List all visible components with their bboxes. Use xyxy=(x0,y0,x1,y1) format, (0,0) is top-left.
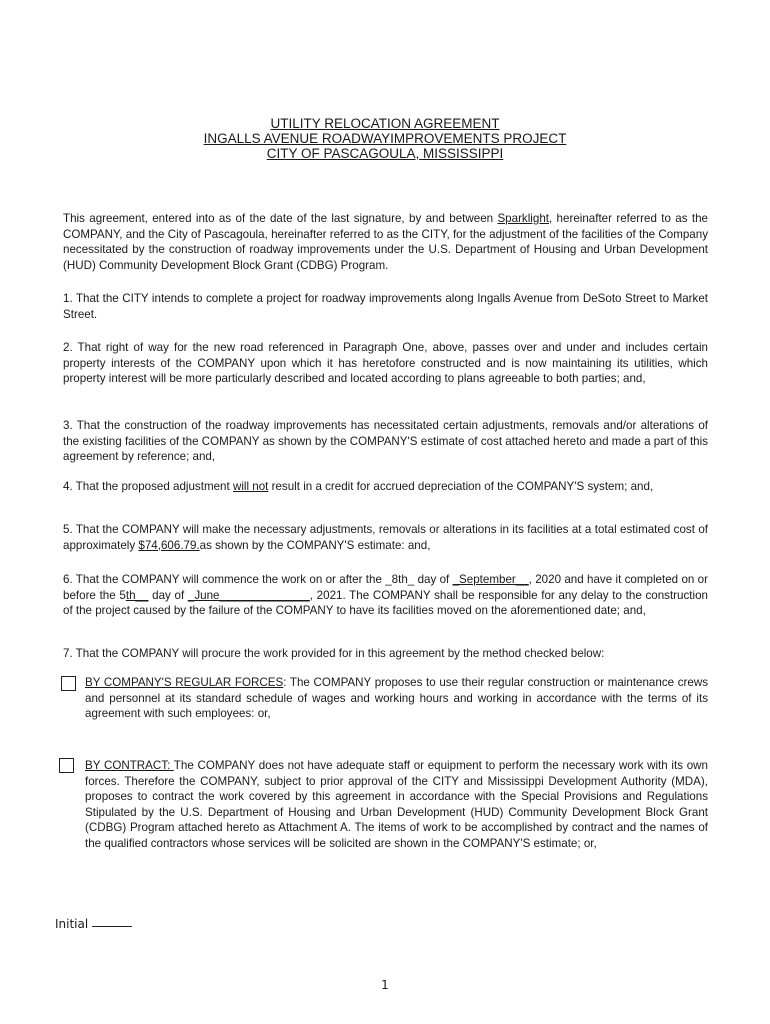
option-regular-forces: BY COMPANY'S REGULAR FORCES: The COMPANY proposes to use their regular construction or maintenance crews and personnel at its standard schedule of wages and working hours and working in accordance with the terms of its agreement with such employees: or, xyxy=(85,676,708,720)
initial-label: Initial xyxy=(55,917,89,931)
contract-label: BY CONTRACT: xyxy=(85,759,174,772)
regular-forces-label: BY COMPANY'S REGULAR FORCES xyxy=(85,676,284,689)
contract-checkbox[interactable] xyxy=(59,758,74,773)
paragraph-3: 3. That the construction of the roadway improvements has necessitated certain adjustments, removals and/or alterations of the existing facilities of the COMPANY as shown by the COMPANY'S estimate of cost attached hereto and made a part of this agreement by reference; and, xyxy=(63,419,708,463)
title-line-1: UTILITY RELOCATION AGREEMENT xyxy=(270,116,500,131)
initial-field xyxy=(55,917,132,931)
title-line-2: INGALLS AVENUE ROADWAYIMPROVEMENTS PROJECT xyxy=(203,131,567,146)
estimated-cost: $74,606.79. xyxy=(138,538,200,552)
title-line-3: CITY OF PASCAGOULA, MISSISSIPPI xyxy=(266,146,504,161)
paragraph-2: 2. That right of way for the new road referenced in Paragraph One, above, passes over and under and includes certain property interests of the COMPANY upon which it has heretofore constructed and is now maintaining its utilities, which property interest will be more particularly described and located according to plans agreeable to both parties; and, xyxy=(63,341,708,385)
intro-paragraph: This agreement, entered into as of the date of the last signature, by and between Sparklight, hereinafter referred to as the COMPANY, and the City of Pascagoula, hereinafter referred to as the CITY, for the adjustment of the facilities of the Company necessitated by the construction of roadway improvements under the U.S. Department of Housing and Urban Development (HUD) Community Development Block Grant (CDBG) Program. xyxy=(63,212,708,272)
document-title xyxy=(0,116,770,161)
regular-forces-checkbox[interactable] xyxy=(61,676,76,691)
paragraph-6: 6. That the COMPANY will commence the work on or after the _8th_ day of _September__, 2020 and have it completed on or before the 5th__ day of _June______________, 2021. The COMPANY shall be responsible for any delay to the construction of the project caused by the failure of the COMPANY to have its facilities moved on the aforementioned date; and, xyxy=(63,573,708,617)
end-day: th__ xyxy=(125,588,149,602)
option-contract: BY CONTRACT: The COMPANY does not have adequate staff or equipment to perform the necessary work with its own forces. Therefore the COMPANY, subject to prior approval of the CITY and Mississippi Development Authority (MDA), proposes to contract the work covered by this agreement in accordance with the Special Provisions and Regulations Stipulated by the U.S. Department of Housing and Urban Development (HUD) Community Development Block Grant (CDBG) Program attached hereto as Attachment A. The items of work to be accomplished by contract and the names of the qualified contractors whose services will be solicited are shown in the COMPANY'S estimate; or, xyxy=(85,759,708,850)
paragraph-1: 1. That the CITY intends to complete a project for roadway improvements along Ingalls Avenue from DeSoto Street to Market Street. xyxy=(63,292,708,321)
page-number: 1 xyxy=(381,978,389,992)
start-month: _September__ xyxy=(452,573,529,586)
paragraph-4: 4. That the proposed adjustment will not result in a credit for accrued depreciation of the COMPANY'S system; and, xyxy=(63,480,654,493)
initial-signature-line[interactable] xyxy=(92,926,132,927)
company-name: Sparklight xyxy=(497,212,549,225)
end-month: _June______________ xyxy=(187,588,310,602)
paragraph-7: 7. That the COMPANY will procure the work provided for in this agreement by the method checked below: xyxy=(63,647,605,660)
paragraph-5: 5. That the COMPANY will make the necessary adjustments, removals or alterations in its facilities at a total estimated cost of approximately $74,606.79.as shown by the COMPANY'S estimate: and, xyxy=(63,523,708,552)
will-not-emphasis: will not xyxy=(232,480,269,493)
